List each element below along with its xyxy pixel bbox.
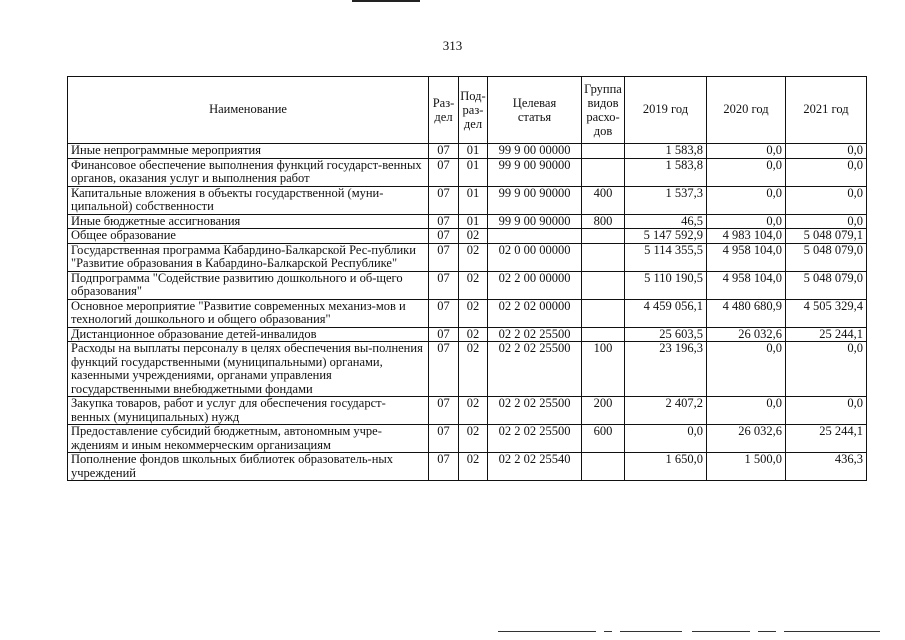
- cell-2020: 0,0: [707, 342, 786, 397]
- cell-expense-group: [582, 271, 625, 299]
- cell-target-article: 99 9 00 00000: [488, 144, 582, 159]
- cell-target-article: [488, 229, 582, 244]
- cell-2020: 4 958 104,0: [707, 243, 786, 271]
- cell-expense-group: [582, 327, 625, 342]
- bottom-rules: [0, 631, 905, 635]
- cell-podrazdel: 01: [459, 158, 488, 186]
- cell-razdel: 07: [429, 243, 459, 271]
- cell-expense-group: 600: [582, 425, 625, 453]
- table-row: [68, 299, 867, 327]
- cell-2020: 4 480 680,9: [707, 299, 786, 327]
- top-rule: [352, 0, 420, 2]
- cell-razdel: 07: [429, 397, 459, 425]
- cell-target-article: 99 9 00 90000: [488, 214, 582, 229]
- cell-2021: 0,0: [786, 186, 867, 214]
- header-2019: 2019 год: [625, 77, 707, 144]
- header-2020: 2020 год: [707, 77, 786, 144]
- cell-razdel: 07: [429, 186, 459, 214]
- cell-target-article: 02 2 02 25500: [488, 342, 582, 397]
- cell-expense-group: [582, 229, 625, 244]
- table-row: [68, 271, 867, 299]
- cell-razdel: 07: [429, 425, 459, 453]
- cell-2019: 23 196,3: [625, 342, 707, 397]
- cell-target-article: 02 2 02 25540: [488, 453, 582, 481]
- cell-podrazdel: 02: [459, 397, 488, 425]
- cell-expense-group: 200: [582, 397, 625, 425]
- cell-target-article: 99 9 00 90000: [488, 158, 582, 186]
- header-expense-group: Группа видов расхо- дов: [582, 77, 625, 144]
- cell-name: Государственная программа Кабардино-Балкарской Рес-публики "Развитие образования в Кабардино-Балкарской Республике": [68, 243, 429, 271]
- budget-table: [67, 76, 867, 481]
- table-row: [68, 425, 867, 453]
- cell-2021: 5 048 079,0: [786, 271, 867, 299]
- cell-target-article: 02 2 00 00000: [488, 271, 582, 299]
- table-row: [68, 214, 867, 229]
- cell-2021: 5 048 079,0: [786, 243, 867, 271]
- cell-2020: 0,0: [707, 186, 786, 214]
- cell-razdel: 07: [429, 327, 459, 342]
- cell-2019: 1 583,8: [625, 158, 707, 186]
- cell-podrazdel: 01: [459, 186, 488, 214]
- cell-name: Расходы на выплаты персоналу в целях обеспечения вы-полнения функций государственными (муниципальными) органами, казенными учреждениями, органами управления государственными внебюджетными фондами: [68, 342, 429, 397]
- cell-2019: 5 147 592,9: [625, 229, 707, 244]
- cell-razdel: 07: [429, 271, 459, 299]
- cell-expense-group: [582, 243, 625, 271]
- cell-2019: 1 537,3: [625, 186, 707, 214]
- cell-2019: 4 459 056,1: [625, 299, 707, 327]
- cell-2019: 0,0: [625, 425, 707, 453]
- cell-2020: 0,0: [707, 158, 786, 186]
- cell-2019: 5 114 355,5: [625, 243, 707, 271]
- cell-2020: 0,0: [707, 214, 786, 229]
- cell-expense-group: [582, 299, 625, 327]
- table-row: [68, 243, 867, 271]
- cell-2021: 4 505 329,4: [786, 299, 867, 327]
- cell-expense-group: [582, 453, 625, 481]
- header-razdel: Раз- дел: [429, 77, 459, 144]
- cell-podrazdel: 02: [459, 229, 488, 244]
- cell-name: Общее образование: [68, 229, 429, 244]
- cell-razdel: 07: [429, 158, 459, 186]
- table-row: [68, 229, 867, 244]
- cell-podrazdel: 02: [459, 453, 488, 481]
- header-2021: 2021 год: [786, 77, 867, 144]
- cell-2019: 5 110 190,5: [625, 271, 707, 299]
- cell-podrazdel: 01: [459, 144, 488, 159]
- cell-podrazdel: 02: [459, 425, 488, 453]
- cell-podrazdel: 02: [459, 243, 488, 271]
- cell-podrazdel: 02: [459, 299, 488, 327]
- cell-name: Закупка товаров, работ и услуг для обеспечения государст-венных (муниципальных) нужд: [68, 397, 429, 425]
- table-row: [68, 327, 867, 342]
- table-row: [68, 186, 867, 214]
- cell-podrazdel: 02: [459, 342, 488, 397]
- cell-expense-group: [582, 144, 625, 159]
- table-row: [68, 144, 867, 159]
- cell-2021: 25 244,1: [786, 327, 867, 342]
- cell-2020: 0,0: [707, 144, 786, 159]
- cell-name: Пополнение фондов школьных библиотек образователь-ных учреждений: [68, 453, 429, 481]
- cell-2020: 26 032,6: [707, 327, 786, 342]
- cell-target-article: 02 2 02 25500: [488, 397, 582, 425]
- cell-2019: 46,5: [625, 214, 707, 229]
- cell-2020: 0,0: [707, 397, 786, 425]
- cell-razdel: 07: [429, 144, 459, 159]
- cell-2021: 0,0: [786, 158, 867, 186]
- cell-expense-group: 100: [582, 342, 625, 397]
- cell-razdel: 07: [429, 214, 459, 229]
- cell-target-article: 02 2 02 00000: [488, 299, 582, 327]
- cell-2021: 0,0: [786, 342, 867, 397]
- header-target-article: Целевая статья: [488, 77, 582, 144]
- cell-expense-group: 400: [582, 186, 625, 214]
- cell-2020: 4 958 104,0: [707, 271, 786, 299]
- cell-podrazdel: 02: [459, 327, 488, 342]
- cell-2021: 5 048 079,1: [786, 229, 867, 244]
- cell-2021: 0,0: [786, 214, 867, 229]
- cell-target-article: 99 9 00 90000: [488, 186, 582, 214]
- cell-name: Подпрограмма "Содействие развитию дошкольного и об-щего образования": [68, 271, 429, 299]
- table-row: [68, 342, 867, 397]
- cell-2021: 25 244,1: [786, 425, 867, 453]
- cell-2020: 26 032,6: [707, 425, 786, 453]
- page-number: 313: [442, 38, 463, 53]
- cell-name: Финансовое обеспечение выполнения функций государст-венных органов, оказания услуг и выполнения работ: [68, 158, 429, 186]
- cell-2019: 1 583,8: [625, 144, 707, 159]
- cell-2019: 1 650,0: [625, 453, 707, 481]
- cell-razdel: 07: [429, 342, 459, 397]
- cell-podrazdel: 01: [459, 214, 488, 229]
- cell-name: Предоставление субсидий бюджетным, автономным учре-ждениям и иным некоммерческим организациям: [68, 425, 429, 453]
- cell-name: Иные непрограммные мероприятия: [68, 144, 429, 159]
- cell-expense-group: [582, 158, 625, 186]
- cell-podrazdel: 02: [459, 271, 488, 299]
- cell-razdel: 07: [429, 229, 459, 244]
- table-row: [68, 397, 867, 425]
- cell-razdel: 07: [429, 453, 459, 481]
- cell-expense-group: 800: [582, 214, 625, 229]
- cell-2021: 436,3: [786, 453, 867, 481]
- cell-2019: 25 603,5: [625, 327, 707, 342]
- cell-name: Иные бюджетные ассигнования: [68, 214, 429, 229]
- cell-target-article: 02 0 00 00000: [488, 243, 582, 271]
- cell-2020: 1 500,0: [707, 453, 786, 481]
- cell-target-article: 02 2 02 25500: [488, 425, 582, 453]
- cell-2019: 2 407,2: [625, 397, 707, 425]
- header-podrazdel: Под- раз- дел: [459, 77, 488, 144]
- cell-2021: 0,0: [786, 397, 867, 425]
- cell-name: Дистанционное образование детей-инвалидов: [68, 327, 429, 342]
- cell-target-article: 02 2 02 25500: [488, 327, 582, 342]
- cell-2020: 4 983 104,0: [707, 229, 786, 244]
- table-row: [68, 453, 867, 481]
- header-row: [68, 77, 867, 144]
- cell-2021: 0,0: [786, 144, 867, 159]
- header-name: Наименование: [68, 77, 429, 144]
- table-row: [68, 158, 867, 186]
- cell-name: Капитальные вложения в объекты государственной (муни-ципальной) собственности: [68, 186, 429, 214]
- cell-razdel: 07: [429, 299, 459, 327]
- cell-name: Основное мероприятие "Развитие современных механиз-мов и технологий дошкольного и общего образования": [68, 299, 429, 327]
